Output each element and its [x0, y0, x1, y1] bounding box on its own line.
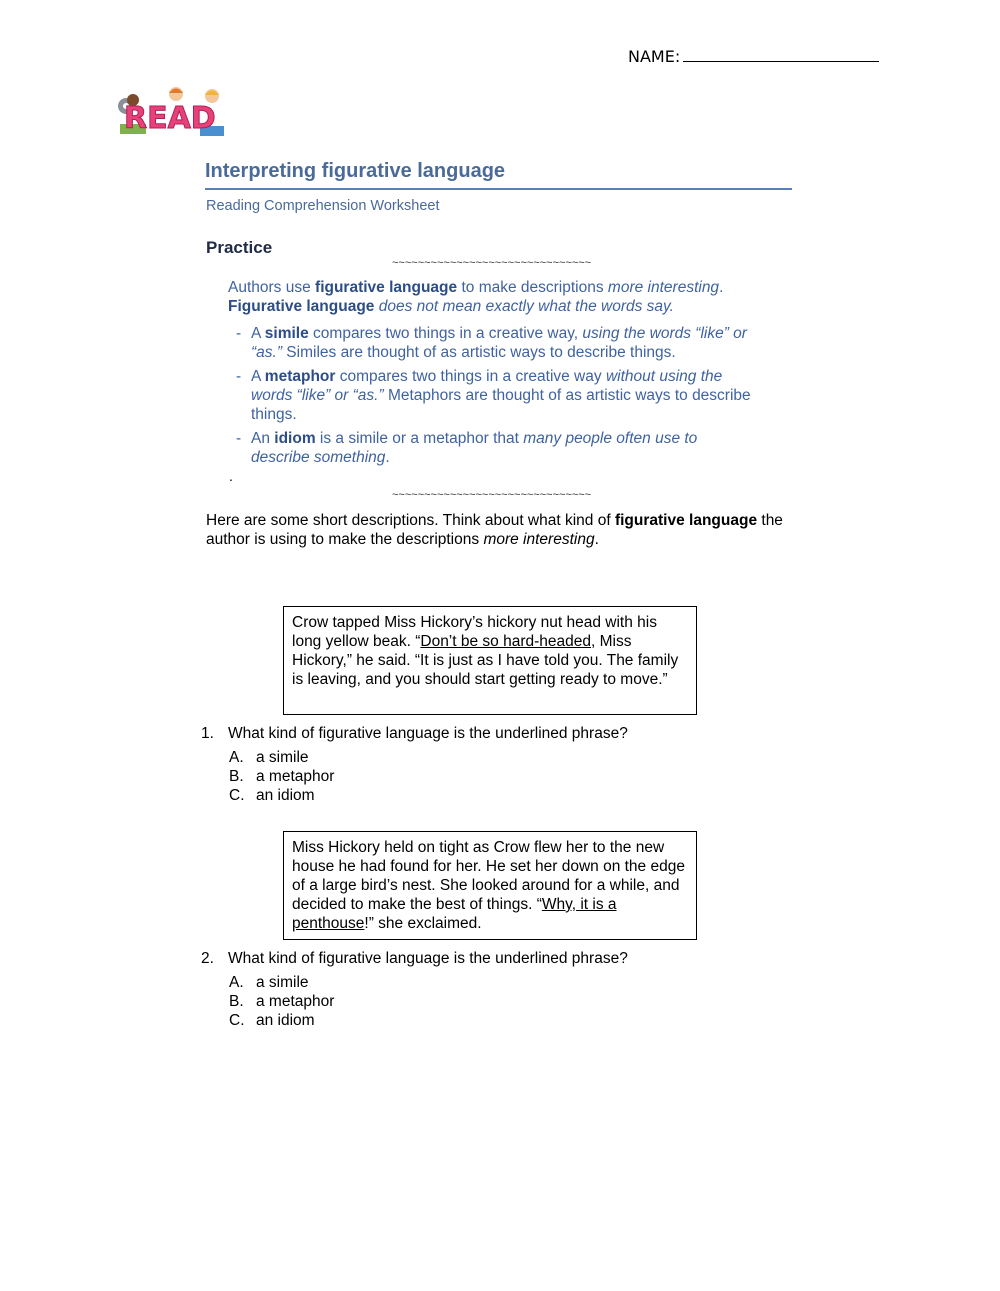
name-label: NAME:: [628, 47, 681, 66]
option-2c[interactable]: C. an idiom: [229, 1012, 315, 1029]
passage-box-1: Crow tapped Miss Hickory’s hickory nut head with his long yellow beak. “Don’t be so hard-headed, Miss Hickory,” he said. “It is just as I have told you. The family is leaving, and you should start getting ready to move.”: [283, 606, 697, 715]
bullet-metaphor: - A metaphor compares two things in a creative way without using the words “like” or “as.” Metaphors are thought of as artistic ways to describe things.: [236, 368, 751, 423]
question-1-options: [229, 748, 429, 805]
option-1c[interactable]: C. an idiom: [229, 787, 315, 804]
underlined-phrase-1: Don’t be so hard-headed: [420, 633, 591, 650]
option-1b[interactable]: B. a metaphor: [229, 768, 335, 785]
question-1: 1. What kind of figurative language is the underlined phrase?: [201, 725, 628, 742]
logo-text: READ: [124, 101, 216, 136]
worksheet-title: Interpreting figurative language: [205, 160, 506, 182]
tilde-divider-bottom: ~~~~~~~~~~~~~~~~~~~~~~~~~~~~~~~: [392, 489, 592, 501]
instructions-paragraph: Here are some short descriptions. Think about what kind of figurative language the author is using to make the descriptions more interesting.: [206, 512, 783, 548]
section-heading: Practice: [206, 238, 273, 257]
intro-paragraph: Authors use figurative language to make descriptions more interesting. Figurative language does not mean exactly what the words say.: [228, 279, 724, 315]
name-field[interactable]: [628, 47, 879, 66]
option-2b[interactable]: B. a metaphor: [229, 993, 335, 1010]
read-logo: [116, 84, 228, 140]
option-2a[interactable]: A. a simile: [229, 974, 309, 991]
worksheet-subtitle: Reading Comprehension Worksheet: [206, 198, 440, 214]
bullet-idiom: - An idiom is a simile or a metaphor that many people often use to describe something.: [236, 430, 698, 466]
stray-dot: .: [229, 468, 233, 484]
tilde-divider-top: ~~~~~~~~~~~~~~~~~~~~~~~~~~~~~~~: [392, 257, 592, 269]
title-divider: [205, 188, 792, 190]
question-2-options: [229, 973, 429, 1030]
name-blank-line[interactable]: [683, 47, 879, 62]
bullet-simile: - A simile compares two things in a creative way, using the words “like” or “as.” Similes are thought of as artistic ways to describe things.: [236, 325, 747, 361]
passage-box-2: Miss Hickory held on tight as Crow flew her to the new house he had found for her. He set her down on the edge of a large bird’s nest. She looked around for a while, and decided to make the best of things. “Why, it is a penthouse!” she exclaimed.: [283, 831, 697, 940]
question-2: 2. What kind of figurative language is the underlined phrase?: [201, 950, 628, 967]
underlined-phrase-2: Why, it is a penthouse: [292, 896, 617, 932]
option-1a[interactable]: A. a simile: [229, 749, 309, 766]
